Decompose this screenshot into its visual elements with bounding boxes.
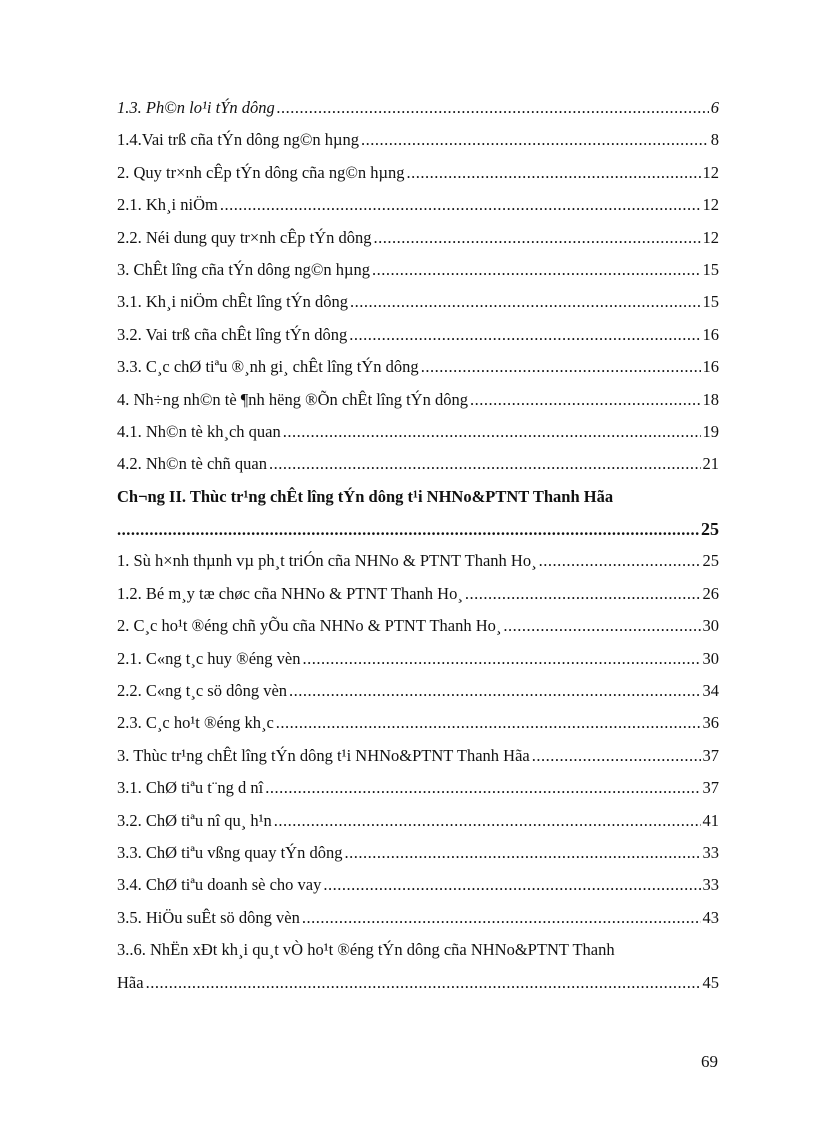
toc-entry-page: 15 (702, 292, 719, 312)
toc-entry[interactable] (117, 254, 719, 286)
toc-entry-page: 25 (702, 551, 719, 571)
toc-entry-label: 2.3. C¸c ho¹t ®éng kh¸c (117, 713, 274, 733)
toc-entry-label: 2.1. Kh¸i niÖm (117, 195, 218, 215)
toc-entry-continuation[interactable] (117, 967, 719, 999)
dot-leader (117, 514, 699, 546)
dot-leader (407, 157, 701, 189)
table-of-contents (117, 92, 719, 999)
toc-entry-page: 30 (702, 616, 719, 636)
toc-entry-page: 12 (702, 195, 719, 215)
toc-entry[interactable] (117, 837, 719, 869)
toc-entry[interactable] (117, 545, 719, 577)
page-number: 69 (701, 1052, 718, 1071)
dot-leader (539, 545, 701, 577)
dot-leader (302, 643, 700, 675)
toc-entry-label: 3..6. NhËn xÐt kh¸i qu¸t vÒ ho¹t ®éng tÝn dông cña NHNo&PTNT Thanh (117, 940, 615, 960)
toc-entry-page: 36 (702, 713, 719, 733)
toc-entry-page: 12 (702, 227, 719, 247)
dot-leader (323, 869, 700, 901)
toc-entry-label: 3.5. HiÖu suÊt sö dông vèn (117, 907, 300, 927)
toc-entry-page: 8 (710, 130, 719, 150)
toc-entry[interactable] (117, 934, 719, 966)
toc-entry-page: 30 (702, 648, 719, 668)
dot-leader (146, 967, 701, 999)
toc-entry[interactable] (117, 772, 719, 804)
toc-chapter-label: Ch¬ng II. Thùc tr¹ng chÊt lîng tÝn dông t¹i NHNo&PTNT Thanh Hãa (117, 486, 614, 506)
toc-entry-label: 3.1. Kh¸i niÖm chÊt lîng tÝn dông (117, 292, 348, 312)
toc-entry-page: 37 (702, 745, 719, 765)
dot-leader (276, 707, 701, 739)
toc-entry-page: 41 (702, 810, 719, 830)
toc-entry[interactable] (117, 286, 719, 318)
toc-entry[interactable] (117, 222, 719, 254)
dot-leader (503, 610, 700, 642)
toc-entry-label: 3.4. ChØ tiªu doanh sè cho vay (117, 875, 322, 895)
toc-entry-label: 3.2. Vai trß cña chÊt lîng tÝn dông (117, 324, 348, 344)
toc-entry-label: 4.2. Nh©n tè chñ quan (117, 454, 268, 474)
toc-entry[interactable] (117, 805, 719, 837)
toc-entry[interactable] (117, 319, 719, 351)
toc-entry-label: 2.2. Néi dung quy tr×nh cÊp tÝn dông (117, 227, 372, 247)
dot-leader (274, 805, 701, 837)
toc-entry[interactable] (117, 448, 719, 480)
toc-entry-page: 33 (702, 875, 719, 895)
dot-leader (374, 222, 701, 254)
toc-entry-page: 19 (702, 421, 719, 441)
toc-entry[interactable] (117, 351, 719, 383)
toc-entry-label: 2.1. C«ng t¸c huy ®éng vèn (117, 648, 301, 668)
toc-entry[interactable] (117, 157, 719, 189)
toc-entry-label: 3.1. ChØ tiªu t¨ng d nî (117, 778, 264, 798)
dot-leader (220, 189, 701, 221)
dot-leader (302, 902, 701, 934)
toc-entry-page: 45 (702, 972, 719, 992)
toc-entry[interactable] (117, 675, 719, 707)
toc-entry-page: 16 (702, 357, 719, 377)
dot-leader (532, 740, 701, 772)
toc-entry[interactable] (117, 610, 719, 642)
toc-entry-page: 43 (702, 907, 719, 927)
toc-chapter-heading-continuation[interactable] (117, 513, 719, 545)
dot-leader (350, 286, 701, 318)
dot-leader (361, 124, 709, 156)
toc-entry[interactable] (117, 643, 719, 675)
dot-leader (269, 448, 700, 480)
dot-leader (470, 384, 701, 416)
dot-leader (421, 351, 701, 383)
toc-entry-label: 1. Sù h×nh thµnh vµ ph¸t triÓn cña NHNo & PTNT Thanh Ho¸ (117, 551, 537, 571)
toc-entry-label: 2. C¸c ho¹t ®éng chñ yÕu cña NHNo & PTNT Thanh Ho¸ (117, 616, 502, 636)
toc-entry[interactable] (117, 124, 719, 156)
dot-leader (277, 92, 709, 124)
toc-entry-label: 4.1. Nh©n tè kh¸ch quan (117, 421, 281, 441)
toc-entry-page: 21 (702, 454, 719, 474)
dot-leader (265, 772, 700, 804)
toc-entry-label: 2.2. C«ng t¸c sö dông vèn (117, 681, 288, 701)
dot-leader (372, 254, 700, 286)
toc-entry[interactable] (117, 902, 719, 934)
toc-entry[interactable] (117, 189, 719, 221)
toc-entry-page: 26 (702, 583, 719, 603)
toc-entry-page: 15 (702, 259, 719, 279)
toc-chapter-heading[interactable] (117, 481, 719, 513)
toc-entry[interactable] (117, 92, 719, 124)
toc-entry-label-continuation: Hãa (117, 972, 144, 992)
toc-entry[interactable] (117, 869, 719, 901)
toc-entry-label: 3.2. ChØ tiªu nî qu¸ h¹n (117, 810, 272, 830)
toc-entry-page: 12 (702, 162, 719, 182)
toc-entry[interactable] (117, 740, 719, 772)
toc-entry-label: 3.3. ChØ tiªu vßng quay tÝn dông (117, 842, 343, 862)
toc-entry[interactable] (117, 578, 719, 610)
toc-entry-page: 6 (710, 98, 719, 117)
toc-chapter-page: 25 (701, 519, 719, 540)
toc-entry-label: 3. ChÊt lîng cña tÝn dông ng©n hµng (117, 259, 371, 279)
toc-entry-label: 1.2. Bé m¸y tæ chøc cña NHNo & PTNT Thanh Ho¸ (117, 583, 463, 603)
toc-entry-label: 3.3. C¸c chØ tiªu ®¸nh gi¸ chÊt lîng tÝn dông (117, 357, 419, 377)
toc-entry-page: 16 (702, 324, 719, 344)
dot-leader (349, 319, 700, 351)
toc-entry-label: 1.3. Ph©n lo¹i tÝn dông (117, 98, 275, 117)
toc-entry-page: 33 (702, 842, 719, 862)
toc-entry-page: 37 (702, 778, 719, 798)
toc-entry-label: 1.4.Vai trß cña tÝn dông ng©n hµng (117, 130, 360, 150)
dot-leader (283, 416, 701, 448)
dot-leader (289, 675, 700, 707)
toc-entry-label: 4. Nh÷ng nh©n tè ¶nh hëng ®Õn chÊt lîng tÝn dông (117, 389, 468, 409)
toc-entry-page: 18 (702, 389, 719, 409)
toc-entry-label: 2. Quy tr×nh cÊp tÝn dông cña ng©n hµng (117, 162, 405, 182)
toc-entry[interactable] (117, 707, 719, 739)
toc-entry[interactable] (117, 416, 719, 448)
dot-leader (465, 578, 701, 610)
toc-entry-label: 3. Thùc tr¹ng chÊt lîng tÝn dông t¹i NHNo&PTNT Thanh Hãa (117, 745, 530, 765)
toc-entry[interactable] (117, 384, 719, 416)
toc-entry-page: 34 (702, 681, 719, 701)
dot-leader (344, 837, 700, 869)
